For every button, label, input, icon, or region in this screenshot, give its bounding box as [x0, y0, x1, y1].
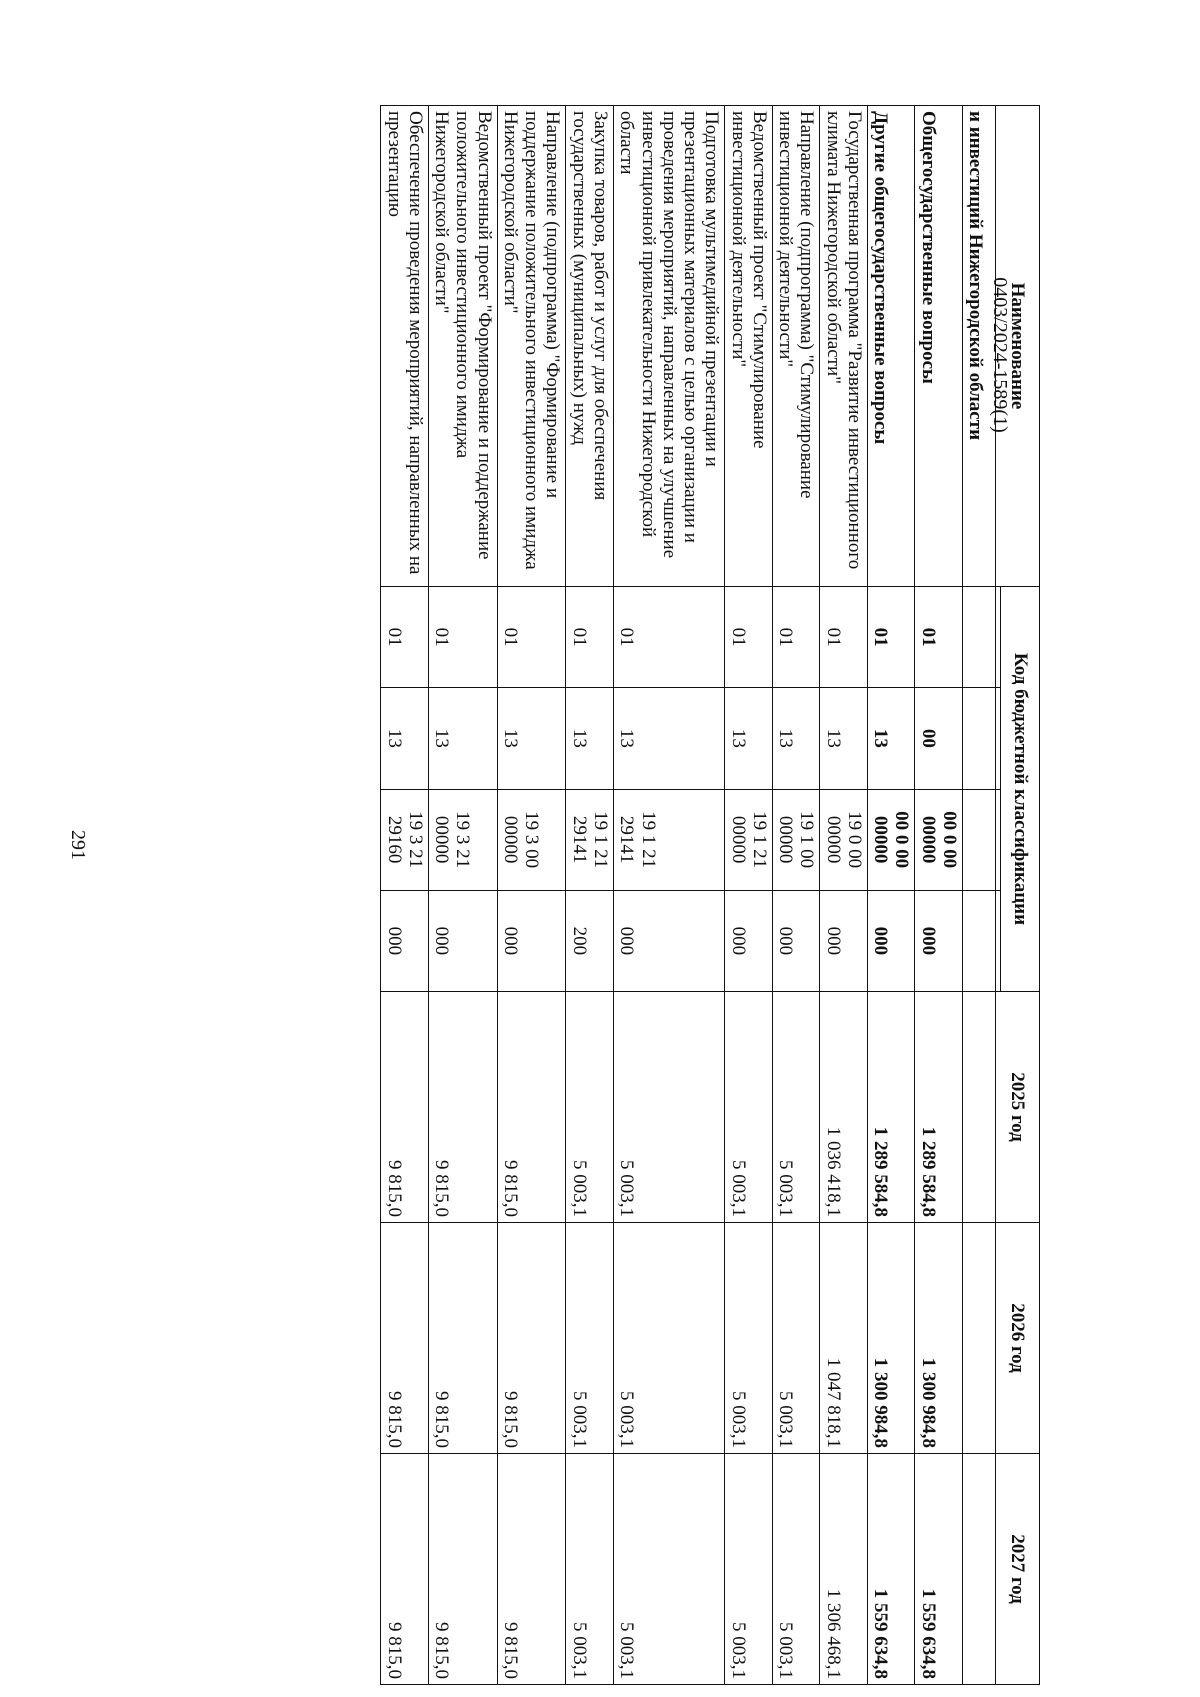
amount-2027-cell: 1 306 468,1: [820, 1454, 868, 1685]
column-header-2026: 2026 год: [996, 1223, 1040, 1454]
row-name-cell: Общегосударственные вопросы: [915, 106, 963, 587]
page-number: 291: [67, 830, 90, 860]
code-expense-type-cell: 000: [867, 890, 915, 991]
code-section-cell: 01: [772, 587, 820, 688]
table-row: [725, 106, 773, 1685]
table-row: [867, 106, 915, 1685]
code-target-cell: 00 0 00 00000: [867, 789, 915, 890]
code-subheader-3: [996, 789, 1001, 890]
amount-2026-cell: 1 300 984,8: [915, 1223, 963, 1454]
code-target-cell: 19 3 00 00000: [497, 789, 566, 890]
table-row: [381, 106, 429, 1685]
code-expense-type-cell: 000: [725, 890, 773, 991]
code-expense-type-cell: 000: [497, 890, 566, 991]
code-expense-type-cell: 000: [772, 890, 820, 991]
code-target-cell: 19 3 21 29160: [381, 789, 429, 890]
row-name-cell: Закупка товаров, работ и услуг для обеспечения государственных (муниципальных) нужд: [566, 106, 614, 587]
code-section-cell: 01: [915, 587, 963, 688]
code-subsection-cell: 13: [497, 688, 566, 789]
code-subsection-cell: 13: [820, 688, 868, 789]
document-code: 0403/2024-1589(1): [989, 277, 1012, 433]
code-section-cell: 01: [428, 587, 497, 688]
amount-2027-cell: 9 815,0: [381, 1454, 429, 1685]
code-target-cell: 19 1 21 29141: [614, 789, 725, 890]
amount-2027-cell: 5 003,1: [772, 1454, 820, 1685]
code-expense-type-cell: 000: [915, 890, 963, 991]
code-subsection-cell: 13: [566, 688, 614, 789]
table-row: [772, 106, 820, 1685]
amount-2026-cell: 1 047 818,1: [820, 1223, 868, 1454]
amount-2025-cell: 5 003,1: [725, 992, 773, 1223]
amount-2025-cell: 9 815,0: [497, 992, 566, 1223]
code-expense-type-cell: 000: [381, 890, 429, 991]
row-name-cell: Направление (подпрограмма) "Формирование и поддержание положительного инвестиционного имиджа Нижегородской области": [497, 106, 566, 587]
code-target-cell: 19 1 21 00000: [725, 789, 773, 890]
amount-2025-cell: 9 815,0: [428, 992, 497, 1223]
code-expense-type-cell: 200: [566, 890, 614, 991]
amount-2027-cell: 5 003,1: [566, 1454, 614, 1685]
code-subsection-cell: 13: [772, 688, 820, 789]
amount-2027-cell: 1 559 634,8: [867, 1454, 915, 1685]
amount-2025-cell: 9 815,0: [381, 992, 429, 1223]
amount-2026-cell: 5 003,1: [566, 1223, 614, 1454]
column-header-name: Наименование: [996, 106, 1040, 587]
code-subheader-1: [996, 587, 1001, 688]
row-name-cell: Другие общегосударственные вопросы: [867, 106, 915, 587]
amount-2027-cell: 5 003,1: [725, 1454, 773, 1685]
table-row: [566, 106, 614, 1685]
row-name-cell: Подготовка мультимедийной презентации и презентационных материалов с целью организации и проведения мероприятий, направленных на улучшение инвестиционной привлекательности Нижегородской области: [614, 106, 725, 587]
code-section-cell: 01: [497, 587, 566, 688]
code-target-cell: 19 3 21 00000: [428, 789, 497, 890]
table-row: [428, 106, 497, 1685]
code-subsection-cell: 13: [725, 688, 773, 789]
table-row: [820, 106, 868, 1685]
code-section-cell: 01: [614, 587, 725, 688]
code-target-cell: 19 1 00 00000: [772, 789, 820, 890]
column-header-2025: 2025 год: [996, 992, 1040, 1223]
amount-2025-cell: 1 036 418,1: [820, 992, 868, 1223]
code-expense-type-cell: 000: [614, 890, 725, 991]
code-subsection-cell: 13: [428, 688, 497, 789]
amount-2026-cell: 9 815,0: [381, 1223, 429, 1454]
column-header-code: Код бюджетной классификации: [1001, 587, 1040, 992]
amount-2027-cell: 5 003,1: [614, 1454, 725, 1685]
amount-2026-cell: 9 815,0: [428, 1223, 497, 1454]
code-subsection-cell: 13: [867, 688, 915, 789]
code-subsection-cell: 00: [915, 688, 963, 789]
amount-2025-cell: 1 289 584,8: [867, 992, 915, 1223]
table-row: [614, 106, 725, 1685]
table-body: [381, 106, 963, 1685]
amount-2025-cell: 1 289 584,8: [915, 992, 963, 1223]
code-subheader-4: [996, 890, 1001, 991]
amount-2026-cell: 1 300 984,8: [867, 1223, 915, 1454]
code-target-cell: 19 0 00 00000: [820, 789, 868, 890]
amount-2026-cell: 5 003,1: [725, 1223, 773, 1454]
code-subsection-cell: 13: [381, 688, 429, 789]
amount-2026-cell: 5 003,1: [614, 1223, 725, 1454]
region-line: и инвестиций Нижегородской области: [963, 106, 996, 587]
amount-2025-cell: 5 003,1: [566, 992, 614, 1223]
code-target-cell: 19 1 21 29141: [566, 789, 614, 890]
code-expense-type-cell: 000: [428, 890, 497, 991]
rotated-page-content: [170, 105, 1040, 1685]
row-name-cell: Направление (подпрограмма) "Стимулирование инвестиционной деятельности": [772, 106, 820, 587]
code-section-cell: 01: [867, 587, 915, 688]
code-section-cell: 01: [820, 587, 868, 688]
amount-2026-cell: 5 003,1: [772, 1223, 820, 1454]
amount-2025-cell: 5 003,1: [614, 992, 725, 1223]
amount-2027-cell: 9 815,0: [497, 1454, 566, 1685]
code-target-cell: 00 0 00 00000: [915, 789, 963, 890]
table-row: [915, 106, 963, 1685]
amount-2025-cell: 5 003,1: [772, 992, 820, 1223]
code-subheader-2: [996, 688, 1001, 789]
row-name-cell: Государственная программа "Развитие инвестиционного климата Нижегородской области": [820, 106, 868, 587]
code-section-cell: 01: [725, 587, 773, 688]
table-row: [497, 106, 566, 1685]
amount-2027-cell: 9 815,0: [428, 1454, 497, 1685]
row-name-cell: Ведомственный проект "Формирование и поддержание положительного инвестиционного имиджа Нижегородской области": [428, 106, 497, 587]
code-subsection-cell: 13: [614, 688, 725, 789]
budget-table: [380, 105, 1040, 1685]
column-header-2027: 2027 год: [996, 1454, 1040, 1685]
code-section-cell: 01: [566, 587, 614, 688]
code-section-cell: 01: [381, 587, 429, 688]
row-name-cell: Ведомственный проект "Стимулирование инвестиционной деятельности": [725, 106, 773, 587]
amount-2027-cell: 1 559 634,8: [915, 1454, 963, 1685]
row-name-cell: Обеспечение проведения мероприятий, направленных на презентацию: [381, 106, 429, 587]
code-expense-type-cell: 000: [820, 890, 868, 991]
amount-2026-cell: 9 815,0: [497, 1223, 566, 1454]
